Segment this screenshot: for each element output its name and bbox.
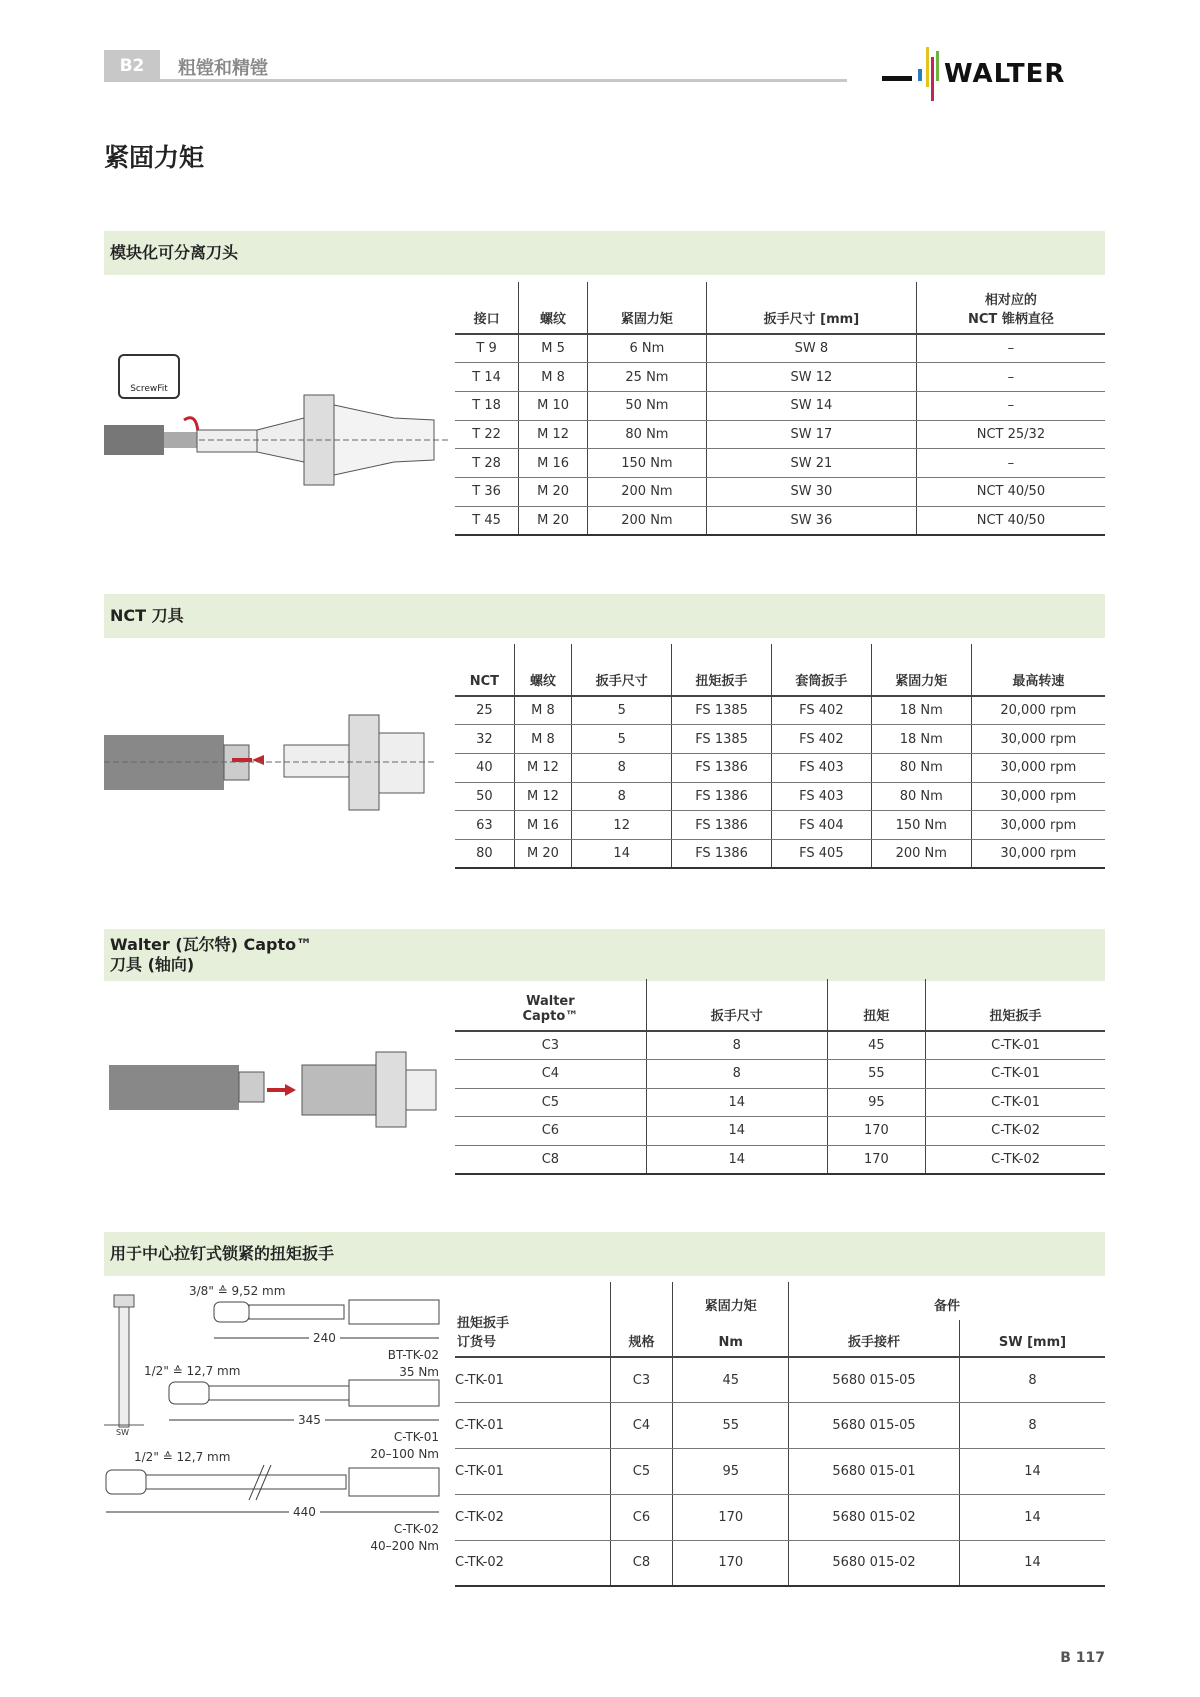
table-row: [455, 696, 1105, 725]
table-cell: 200 Nm: [587, 477, 706, 506]
col-header: 扳手接杆: [789, 1320, 960, 1357]
table-cell: 95: [827, 1088, 925, 1117]
section-title-nct: NCT 刀具: [104, 594, 1105, 638]
table-cell: 30,000 rpm: [971, 839, 1105, 868]
table-cell: 40: [455, 753, 514, 782]
table-cell: C-TK-01: [455, 1449, 610, 1495]
table-cell: 55: [827, 1060, 925, 1089]
table-cell: SW 21: [706, 449, 916, 478]
table-cell: 8: [960, 1357, 1106, 1403]
table-cell: C-TK-02: [455, 1494, 610, 1540]
table-cell: M 16: [519, 449, 588, 478]
table-cell: 80 Nm: [587, 420, 706, 449]
table-cell: 50 Nm: [587, 391, 706, 420]
table-cell: T 28: [455, 449, 519, 478]
section-title-wrench: 用于中心拉钉式锁紧的扭矩扳手: [104, 1232, 1105, 1276]
table-cell: C-TK-01: [926, 1088, 1105, 1117]
table-cell: C3: [610, 1357, 673, 1403]
table-cell: M 8: [514, 696, 572, 725]
table-cell: FS 404: [771, 811, 871, 840]
modular-torque-table: [455, 282, 1105, 536]
col-header: 螺纹: [519, 282, 588, 334]
nct-torque-table: [455, 644, 1105, 869]
capto-torque-table: [455, 979, 1105, 1175]
table-row: [455, 725, 1105, 754]
table-cell: C3: [455, 1031, 646, 1060]
table-cell: 14: [960, 1540, 1106, 1586]
w1-torque: 35 Nm: [399, 1365, 439, 1379]
table-cell: 8: [572, 753, 672, 782]
table-cell: M 12: [514, 753, 572, 782]
table-cell: 8: [646, 1060, 827, 1089]
table-cell: –: [916, 449, 1105, 478]
table-cell: 63: [455, 811, 514, 840]
w3-name: C-TK-02: [393, 1522, 439, 1536]
table-cell: 8: [646, 1031, 827, 1060]
table-cell: 170: [673, 1540, 789, 1586]
table-cell: 170: [827, 1145, 925, 1174]
table-cell: 25: [455, 696, 514, 725]
col-header: 紧固力矩: [673, 1282, 789, 1320]
col-header: 螺纹: [514, 644, 572, 696]
table-cell: M 20: [514, 839, 572, 868]
table-cell: 14: [646, 1145, 827, 1174]
table-row: [455, 1031, 1105, 1060]
table-cell: C-TK-02: [926, 1145, 1105, 1174]
table-cell: C-TK-02: [455, 1540, 610, 1586]
table-cell: 5: [572, 696, 672, 725]
table-cell: FS 403: [771, 753, 871, 782]
table-row: [455, 1540, 1105, 1586]
w2-torque: 20–100 Nm: [370, 1447, 439, 1461]
table-cell: 55: [673, 1403, 789, 1449]
table-cell: 18 Nm: [871, 725, 971, 754]
table-cell: NCT 25/32: [916, 420, 1105, 449]
table-cell: C-TK-01: [455, 1357, 610, 1403]
table-cell: T 14: [455, 363, 519, 392]
table-cell: 5680 015-05: [789, 1357, 960, 1403]
table-cell: 30,000 rpm: [971, 725, 1105, 754]
table-cell: SW 36: [706, 506, 916, 535]
table-cell: 8: [572, 782, 672, 811]
table-row: [455, 1449, 1105, 1495]
table-cell: 45: [673, 1357, 789, 1403]
table-row: [455, 334, 1105, 363]
table-cell: C-TK-01: [455, 1403, 610, 1449]
table-cell: 80 Nm: [871, 782, 971, 811]
table-cell: T 9: [455, 334, 519, 363]
table-cell: 14: [960, 1494, 1106, 1540]
table-cell: 200 Nm: [871, 839, 971, 868]
table-cell: T 36: [455, 477, 519, 506]
modular-head-illustration: [104, 390, 449, 490]
col-header: 扭矩扳手: [926, 979, 1105, 1031]
w2-name: C-TK-01: [393, 1430, 439, 1444]
table-cell: C5: [610, 1449, 673, 1495]
col-header: 规格: [610, 1282, 673, 1357]
table-row: [455, 1403, 1105, 1449]
w1-name: BT-TK-02: [387, 1348, 439, 1362]
col-header: 扭矩: [827, 979, 925, 1031]
table-cell: M 10: [519, 391, 588, 420]
table-cell: C5: [455, 1088, 646, 1117]
table-cell: 170: [673, 1494, 789, 1540]
table-cell: –: [916, 391, 1105, 420]
table-cell: 45: [827, 1031, 925, 1060]
table-cell: C-TK-01: [926, 1060, 1105, 1089]
table-cell: 150 Nm: [587, 449, 706, 478]
table-cell: 14: [572, 839, 672, 868]
sw-label: SW: [116, 1428, 129, 1437]
table-cell: 80 Nm: [871, 753, 971, 782]
table-cell: FS 1385: [672, 696, 772, 725]
table-cell: 200 Nm: [587, 506, 706, 535]
table-cell: 150 Nm: [871, 811, 971, 840]
col-header: 套筒扳手: [771, 644, 871, 696]
table-cell: 5: [572, 725, 672, 754]
table-row: [455, 1494, 1105, 1540]
nct-tool-illustration: [104, 705, 444, 815]
col-header: 扳手尺寸: [646, 979, 827, 1031]
col-header: Nm: [673, 1320, 789, 1357]
table-cell: T 18: [455, 391, 519, 420]
screwfit-label: ScrewFit: [130, 384, 168, 394]
table-cell: 18 Nm: [871, 696, 971, 725]
table-cell: M 12: [514, 782, 572, 811]
capto-tool-illustration: [104, 1050, 444, 1130]
table-cell: 20,000 rpm: [971, 696, 1105, 725]
table-cell: 8: [960, 1403, 1106, 1449]
table-cell: 95: [673, 1449, 789, 1495]
table-cell: –: [916, 363, 1105, 392]
table-row: [455, 391, 1105, 420]
table-cell: FS 1385: [672, 725, 772, 754]
table-cell: 32: [455, 725, 514, 754]
col-header: 扭矩扳手 订货号: [455, 1282, 610, 1357]
col-header: 最高转速: [971, 644, 1105, 696]
table-cell: SW 17: [706, 420, 916, 449]
table-cell: M 8: [514, 725, 572, 754]
table-cell: C6: [610, 1494, 673, 1540]
table-cell: 80: [455, 839, 514, 868]
table-cell: FS 405: [771, 839, 871, 868]
table-row: [455, 839, 1105, 868]
svg-text:WALTER: WALTER: [944, 59, 1066, 89]
table-cell: M 12: [519, 420, 588, 449]
col-header: SW [mm]: [960, 1320, 1106, 1357]
table-cell: M 5: [519, 334, 588, 363]
table-cell: NCT 40/50: [916, 506, 1105, 535]
col-header: 相对应的 NCT 锥柄直径: [916, 282, 1105, 334]
table-cell: FS 402: [771, 696, 871, 725]
page-title: 紧固力矩: [104, 143, 205, 172]
table-row: [455, 420, 1105, 449]
table-cell: SW 30: [706, 477, 916, 506]
table-cell: T 22: [455, 420, 519, 449]
table-row: [455, 1145, 1105, 1174]
table-row: [455, 811, 1105, 840]
table-cell: FS 1386: [672, 811, 772, 840]
table-cell: M 8: [519, 363, 588, 392]
col-header: 备件: [789, 1282, 1105, 1320]
table-cell: NCT 40/50: [916, 477, 1105, 506]
table-cell: 14: [646, 1117, 827, 1146]
table-cell: 25 Nm: [587, 363, 706, 392]
w2-size: 1/2" ≙ 12,7 mm: [144, 1364, 241, 1378]
table-cell: 5680 015-01: [789, 1449, 960, 1495]
table-row: [455, 1088, 1105, 1117]
table-cell: 14: [960, 1449, 1106, 1495]
chapter-title: 粗镗和精镗: [178, 58, 268, 79]
wrench-table: [455, 1282, 1105, 1587]
w3-torque: 40–200 Nm: [370, 1539, 439, 1553]
table-cell: 170: [827, 1117, 925, 1146]
table-cell: 5680 015-02: [789, 1540, 960, 1586]
table-cell: C6: [455, 1117, 646, 1146]
section-title-modular: 模块化可分离刀头: [104, 231, 1105, 275]
table-cell: FS 403: [771, 782, 871, 811]
torque-wrench-figure: [104, 1284, 444, 1580]
table-cell: C8: [610, 1540, 673, 1586]
section-title-capto: Walter (瓦尔特) Capto™ 刀具 (轴向): [104, 929, 1105, 981]
table-cell: M 16: [514, 811, 572, 840]
table-cell: FS 1386: [672, 753, 772, 782]
w3-size: 1/2" ≙ 12,7 mm: [134, 1450, 231, 1464]
table-cell: C-TK-02: [926, 1117, 1105, 1146]
table-cell: C4: [610, 1403, 673, 1449]
table-cell: 5680 015-02: [789, 1494, 960, 1540]
table-cell: C-TK-01: [926, 1031, 1105, 1060]
table-cell: FS 1386: [672, 782, 772, 811]
table-cell: SW 8: [706, 334, 916, 363]
col-header: Walter Capto™: [455, 979, 646, 1031]
col-header: 扭矩扳手: [672, 644, 772, 696]
table-row: [455, 782, 1105, 811]
table-cell: –: [916, 334, 1105, 363]
table-cell: 30,000 rpm: [971, 782, 1105, 811]
table-cell: 30,000 rpm: [971, 753, 1105, 782]
table-cell: T 45: [455, 506, 519, 535]
table-row: [455, 449, 1105, 478]
table-cell: M 20: [519, 477, 588, 506]
table-cell: C4: [455, 1060, 646, 1089]
w1-length: 240: [309, 1331, 340, 1345]
table-row: [455, 1117, 1105, 1146]
col-header: 紧固力矩: [587, 282, 706, 334]
table-cell: 5680 015-05: [789, 1403, 960, 1449]
table-cell: FS 1386: [672, 839, 772, 868]
table-cell: C8: [455, 1145, 646, 1174]
col-header: 紧固力矩: [871, 644, 971, 696]
page-number: B 117: [1060, 1650, 1105, 1666]
table-cell: 6 Nm: [587, 334, 706, 363]
col-header: NCT: [455, 644, 514, 696]
table-row: [455, 1357, 1105, 1403]
table-cell: FS 402: [771, 725, 871, 754]
table-cell: SW 14: [706, 391, 916, 420]
col-header: 扳手尺寸: [572, 644, 672, 696]
table-cell: 12: [572, 811, 672, 840]
walter-logo: [880, 45, 1110, 105]
table-cell: M 20: [519, 506, 588, 535]
table-row: [455, 506, 1105, 535]
col-header: 扳手尺寸 [mm]: [706, 282, 916, 334]
table-cell: 14: [646, 1088, 827, 1117]
table-row: [455, 1060, 1105, 1089]
chapter-badge: B2: [104, 50, 160, 82]
col-header: 接口: [455, 282, 519, 334]
table-row: [455, 753, 1105, 782]
table-row: [455, 363, 1105, 392]
table-row: [455, 477, 1105, 506]
w1-size: 3/8" ≙ 9,52 mm: [189, 1284, 286, 1298]
table-cell: SW 12: [706, 363, 916, 392]
table-cell: 30,000 rpm: [971, 811, 1105, 840]
w2-length: 345: [294, 1413, 325, 1427]
w3-length: 440: [289, 1505, 320, 1519]
table-cell: 50: [455, 782, 514, 811]
